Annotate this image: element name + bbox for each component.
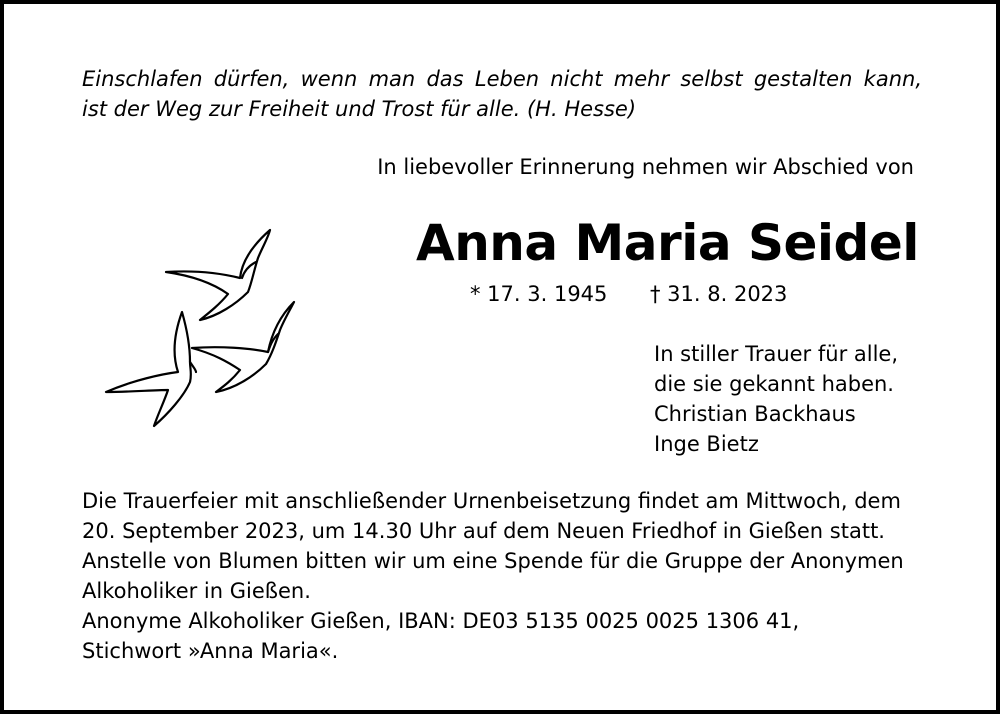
- bird-right-icon: [192, 302, 294, 392]
- service-information: [82, 486, 932, 666]
- mourner-name: Christian Backhaus: [654, 402, 856, 426]
- quote-line: Einschlafen dürfen, wenn man das Leben nicht mehr selbst gestalten kann,: [82, 67, 922, 91]
- quote-line: ist der Weg zur Freiheit und Trost für alle. (H. Hesse): [82, 97, 637, 121]
- hesse-quote: [82, 64, 922, 124]
- mourners-block: [654, 339, 898, 459]
- bird-bottom-icon: [106, 312, 191, 426]
- mourners-line: die sie gekannt haben.: [654, 372, 894, 396]
- mourner-name: Inge Bietz: [654, 432, 759, 456]
- birth-date: * 17. 3. 1945: [470, 282, 608, 306]
- death-date: † 31. 8. 2023: [650, 282, 788, 306]
- info-line: Alkoholiker in Gießen.: [82, 579, 311, 603]
- info-line: 20. September 2023, um 14.30 Uhr auf dem Neuen Friedhof in Gießen statt.: [82, 519, 885, 543]
- info-line: Anstelle von Blumen bitten wir um eine Spende für die Gruppe der Anonymen: [82, 549, 904, 573]
- life-dates: [470, 279, 787, 309]
- info-line: Die Trauerfeier mit anschließender Urnenbeisetzung findet am Mittwoch, dem: [82, 489, 901, 513]
- mourners-line: In stiller Trauer für alle,: [654, 342, 899, 366]
- bird-top-icon: [166, 230, 270, 320]
- flying-birds-icon: [102, 222, 302, 432]
- deceased-name: Anna Maria Seidel: [416, 214, 919, 272]
- bank-details: Anonyme Alkoholiker Gießen, IBAN: DE03 5135 0025 0025 1306 41,: [82, 609, 800, 633]
- intro-text: In liebevoller Erinnerung nehmen wir Abschied von: [377, 155, 914, 179]
- donation-keyword: Stichwort »Anna Maria«.: [82, 639, 339, 663]
